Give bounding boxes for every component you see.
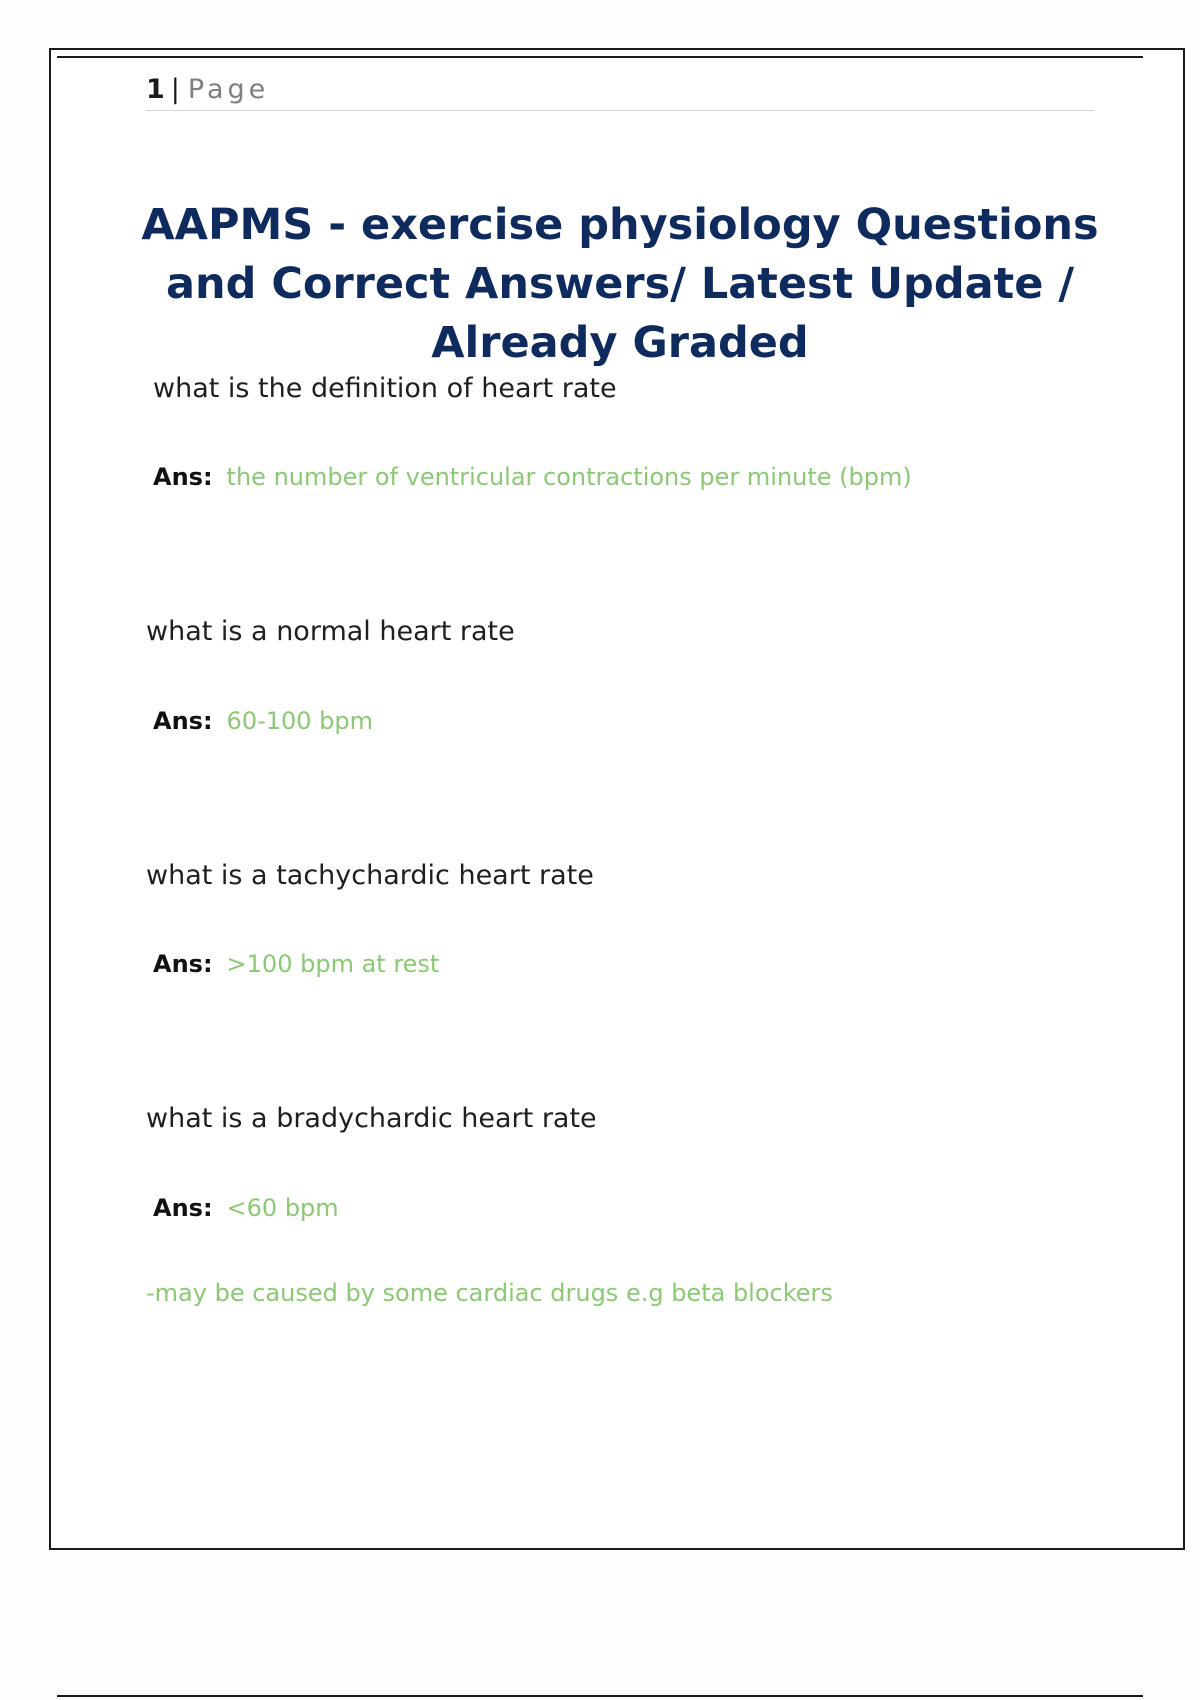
page-label: Page xyxy=(187,74,270,105)
answer-text: the number of ventricular contractions per minute (bpm) xyxy=(226,463,912,491)
question-1: what is the definition of heart rate xyxy=(153,373,617,404)
answer-label: Ans: xyxy=(153,707,213,735)
answer-label: Ans: xyxy=(153,463,213,491)
answer-3 xyxy=(153,950,439,978)
question-4: what is a bradychardic heart rate xyxy=(146,1103,597,1134)
bottom-rule xyxy=(57,1695,1143,1697)
answer-2 xyxy=(153,707,373,735)
page-header xyxy=(146,70,1094,111)
answer-text: <60 bpm xyxy=(226,1194,339,1222)
answer-label: Ans: xyxy=(153,950,213,978)
answer-4-note: -may be caused by some cardiac drugs e.g beta blockers xyxy=(146,1279,833,1307)
question-3: what is a tachychardic heart rate xyxy=(146,860,594,891)
question-2: what is a normal heart rate xyxy=(146,616,515,647)
page-separator: | xyxy=(170,74,180,105)
answer-4 xyxy=(153,1194,339,1222)
top-rule xyxy=(57,56,1143,58)
answer-1 xyxy=(153,463,912,491)
answer-text: >100 bpm at rest xyxy=(226,950,440,978)
answer-text: 60-100 bpm xyxy=(226,707,374,735)
document-title: AAPMS - exercise physiology Questions and Correct Answers/ Latest Update / Already Graded xyxy=(141,200,1099,368)
answer-label: Ans: xyxy=(153,1194,213,1222)
page-number: 1 xyxy=(146,74,165,105)
